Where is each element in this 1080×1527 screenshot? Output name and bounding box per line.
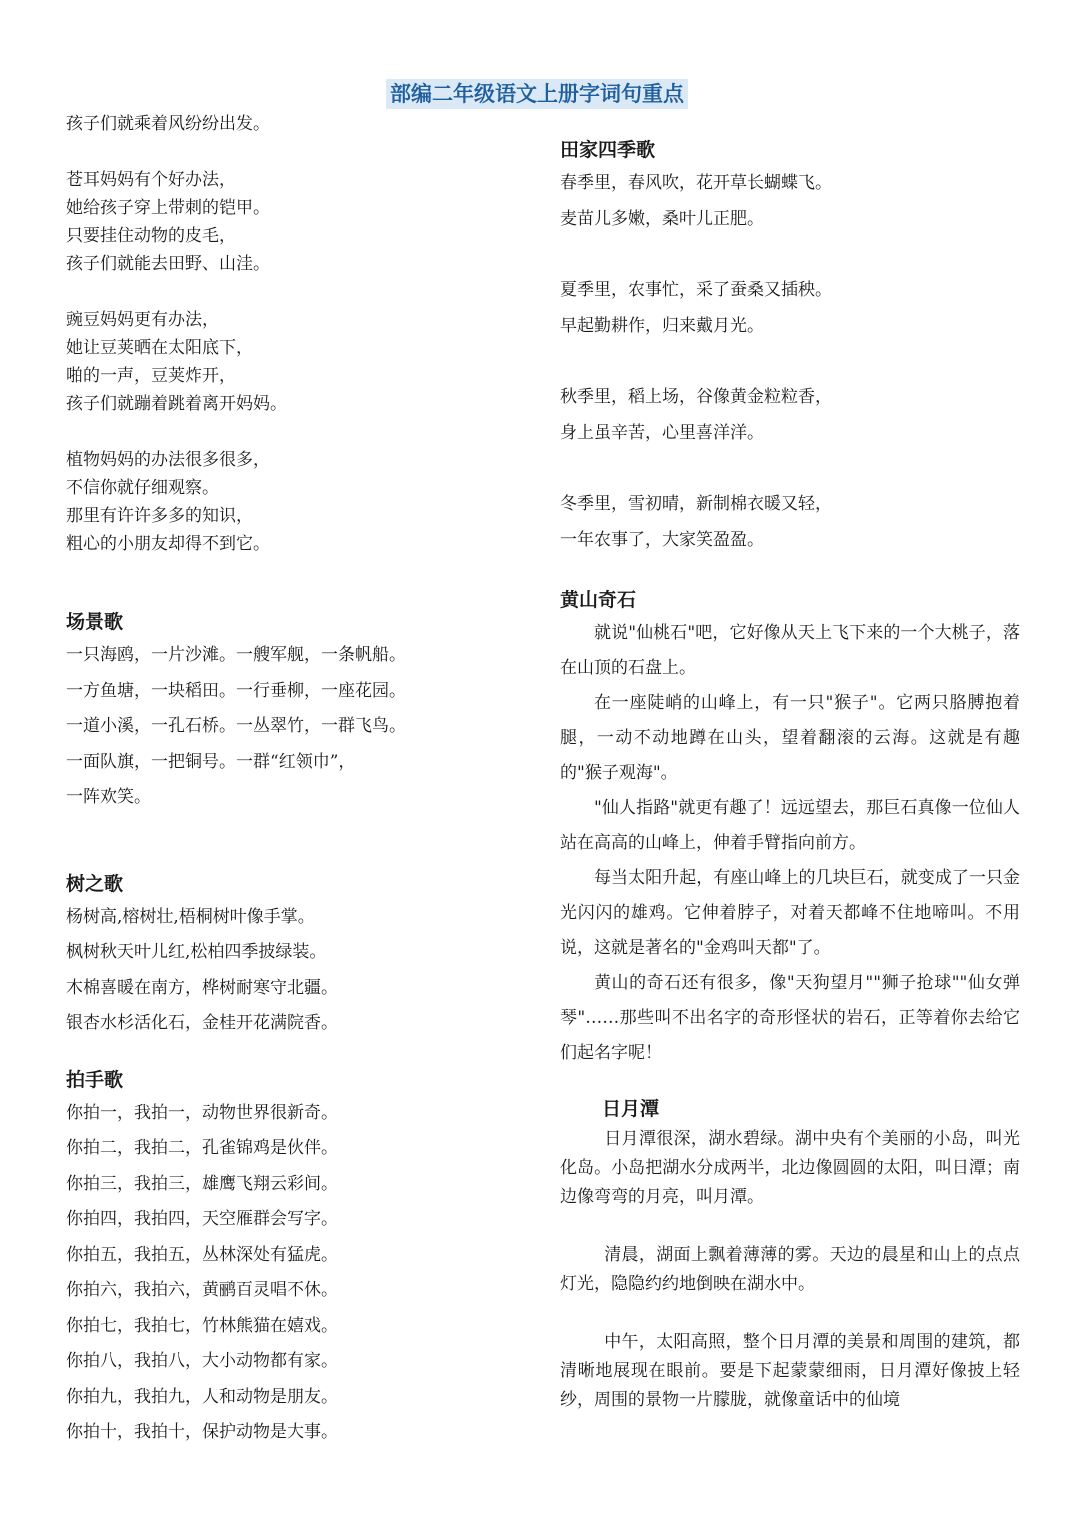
stanza <box>66 166 496 278</box>
poem-line: 一阵欢笑。 <box>66 787 151 807</box>
poem-line: 只要挂住动物的皮毛， <box>66 226 236 246</box>
stanza <box>560 273 1020 344</box>
poem-line: 你拍二，我拍二，孔雀锦鸡是伙伴。 <box>66 1138 338 1158</box>
section-changjing-ge <box>66 606 496 816</box>
poem-line: 孩子们就乘着风纷纷出发。 <box>66 114 270 134</box>
section-heading: 场景歌 <box>66 611 124 633</box>
poem-line: 你拍六，我拍六，黄鹂百灵唱不休。 <box>66 1280 338 1300</box>
stanza <box>66 110 496 138</box>
poem-line: 木棉喜暖在南方，桦树耐寒守北疆。 <box>66 977 338 998</box>
section-huangshan-qishi <box>560 584 1020 1071</box>
paragraph: 中午，太阳高照，整个日月潭的美景和周围的建筑，都清晰地展现在眼前。要是下起蒙蒙细雨，日月潭好像披上轻纱，周围的景物一片朦胧，就像童话中的仙境 <box>560 1332 1020 1410</box>
poem-line: 你拍七，我拍七，竹林熊猫在嬉戏。 <box>66 1315 338 1336</box>
poem-line: 一道小溪，一孔石桥。一丛翠竹，一群飞鸟。 <box>66 716 406 736</box>
poem-line: 你拍十，我拍十，保护动物是大事。 <box>66 1422 338 1442</box>
stanza <box>560 380 1020 451</box>
poem-line: 孩子们就能去田野、山洼。 <box>66 254 270 274</box>
poem-line: 她给孩子穿上带刺的铠甲。 <box>66 198 270 218</box>
section-heading: 黄山奇石 <box>560 589 637 611</box>
poem-line: 麦苗儿多嫩，桑叶儿正肥。 <box>560 208 764 229</box>
stanza <box>560 487 1020 558</box>
paragraph: 每当太阳升起，有座山峰上的几块巨石，就变成了一只金光闪闪的雄鸡。它伸着脖子，对着天都峰不住地啼叫。不用说，这就是著名的"金鸡叫天都"了。 <box>560 868 1020 958</box>
poem-line: 一方鱼塘，一块稻田。一行垂柳，一座花园。 <box>66 680 406 701</box>
poem-line: 粗心的小朋友却得不到它。 <box>66 534 270 554</box>
stanza <box>66 446 496 558</box>
stanza <box>560 166 1020 237</box>
poem-line: 你拍四，我拍四，天空雁群会写字。 <box>66 1209 338 1229</box>
right-column <box>560 134 1020 1415</box>
paragraph: 清晨，湖面上飘着薄薄的雾。天边的晨星和山上的点点灯光，隐隐约约地倒映在湖水中。 <box>560 1245 1020 1294</box>
poem-line: 一面队旗，一把铜号。一群“红领巾”， <box>66 751 356 772</box>
poem-line: 苍耳妈妈有个好办法， <box>66 170 236 190</box>
poem-line: 早起勤耕作，归来戴月光。 <box>560 315 764 336</box>
poem-line: 孩子们就蹦着跳着离开妈妈。 <box>66 394 287 414</box>
section-heading: 树之歌 <box>66 872 124 895</box>
paragraph: 黄山的奇石还有很多，像"天狗望月""狮子抢球""仙女弹琴"……那些叫不出名字的奇形怪状的岩石，正等着你去给它们起名字呢！ <box>560 973 1020 1063</box>
poem-line: 一只海鸥，一片沙滩。一艘军舰，一条帆船。 <box>66 645 406 665</box>
poem-line: 银杏水杉活化石，金桂开花满院香。 <box>66 1013 338 1033</box>
section-pai-shou-ge <box>66 1064 496 1451</box>
poem-line: 你拍一，我拍一，动物世界很新奇。 <box>66 1102 338 1123</box>
poem-line: 身上虽辛苦，心里喜洋洋。 <box>560 422 764 443</box>
poem-line: 不信你就仔细观察。 <box>66 478 219 498</box>
left-column <box>66 110 496 1451</box>
poem-line: 植物妈妈的办法很多很多， <box>66 450 270 470</box>
poem-line: 你拍五，我拍五，丛林深处有猛虎。 <box>66 1244 338 1265</box>
poem-line: 冬季里，雪初晴，新制棉衣暖又轻， <box>560 494 832 514</box>
poem-line: 夏季里，农事忙，采了蚕桑又插秧。 <box>560 280 832 300</box>
poem-line: 你拍三，我拍三，雄鹰飞翔云彩间。 <box>66 1173 338 1194</box>
page-title: 部编二年级语文上册字词句重点 <box>386 79 688 109</box>
poem-line: 一年农事了，大家笑盈盈。 <box>560 529 764 550</box>
poem-line: 枫树秋天叶儿红,松柏四季披绿装。 <box>66 942 327 962</box>
poem-line: 她让豆荚晒在太阳底下， <box>66 338 253 358</box>
section-tianjia-siji-ge <box>560 134 1020 558</box>
paragraph: "仙人指路"就更有趣了！远远望去，那巨石真像一位仙人站在高高的山峰上，伸着手臂指向前方。 <box>560 798 1020 853</box>
section-riyuetan <box>560 1093 1020 1415</box>
section-heading: 拍手歌 <box>66 1068 124 1091</box>
section-heading: 田家四季歌 <box>560 139 656 161</box>
stanza <box>66 306 496 418</box>
poem-line: 春季里，春风吹，花开草长蝴蝶飞。 <box>560 173 832 193</box>
poem-zhiwu-mama <box>66 110 496 558</box>
poem-line: 你拍九，我拍九，人和动物是朋友。 <box>66 1386 338 1407</box>
poem-line: 秋季里，稻上场，谷像黄金粒粒香， <box>560 387 832 407</box>
poem-line: 杨树高,榕树壮,梧桐树叶像手掌。 <box>66 906 315 927</box>
poem-line: 啪的一声，豆荚炸开， <box>66 366 236 386</box>
poem-line: 豌豆妈妈更有办法， <box>66 310 219 330</box>
section-shu-zhi-ge <box>66 868 496 1042</box>
paragraph: 就说"仙桃石"吧，它好像从天上飞下来的一个大桃子，落在山顶的石盘上。 <box>560 623 1020 678</box>
paragraph: 在一座陡峭的山峰上，有一只"猴子"。它两只胳膊抱着腿，一动不动地蹲在山头，望着翻滚的云海。这就是有趣的"猴子观海"。 <box>560 693 1020 783</box>
poem-line: 那里有许许多多的知识， <box>66 506 253 526</box>
paragraph: 日月潭很深，湖水碧绿。湖中央有个美丽的小岛，叫光化岛。小岛把湖水分成两半，北边像圆圆的太阳，叫日潭；南边像弯弯的月亮，叫月潭。 <box>560 1129 1020 1207</box>
poem-line: 你拍八，我拍八，大小动物都有家。 <box>66 1351 338 1371</box>
section-heading: 日月潭 <box>602 1098 660 1120</box>
